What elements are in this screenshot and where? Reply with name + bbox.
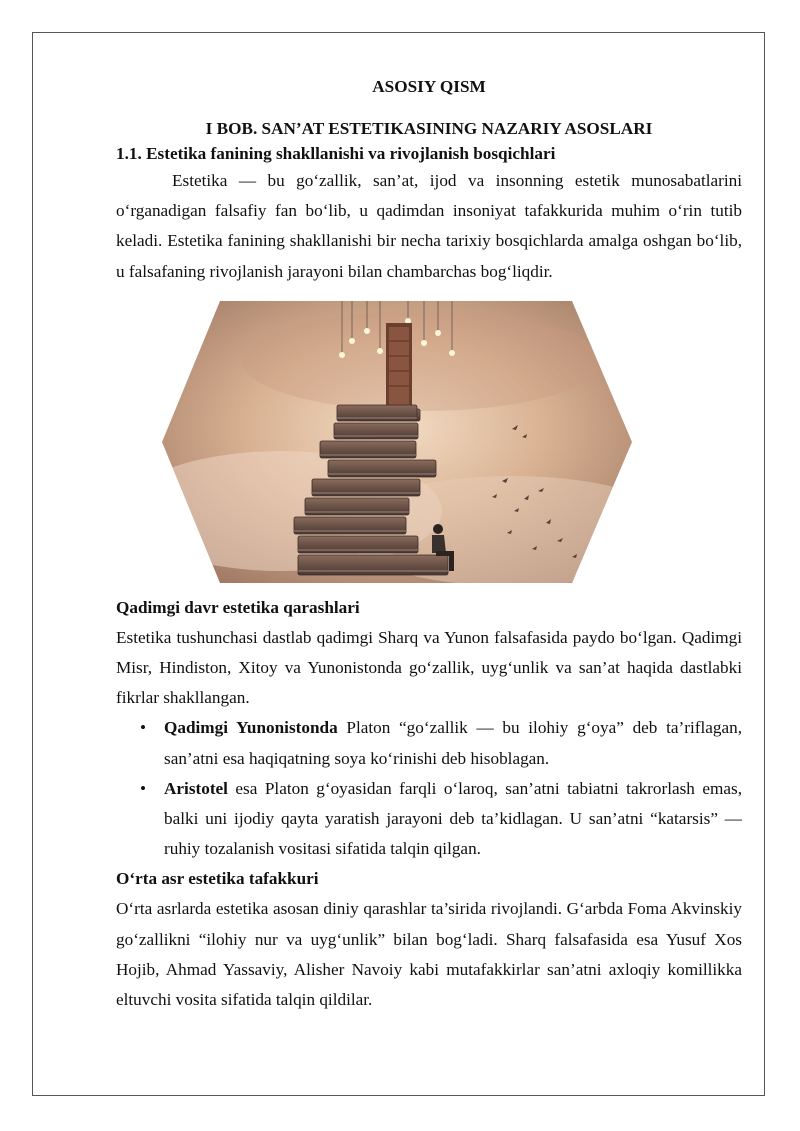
list-item (116, 774, 742, 865)
intro-paragraph: Estetika — bu go‘zallik, san’at, ijod va insonning estetik munosabatlarini o‘rganadigan falsafiy fan bo‘lib, u qadimdan insoniyat tafakkurida muhim o‘rin tutib keladi. Estetika fanining shakllanishi bir necha tarixiy bosqichlarda amalga oshgan bo‘lib, u falsafaning rivojlanish jarayoni bilan chambarchas bog‘liqdir. (116, 171, 742, 281)
figure (116, 301, 742, 583)
bullet-lead: Qadimgi Yunonistonda (164, 718, 338, 738)
bullet-lead: Aristotel (164, 778, 228, 798)
bullet-icon: • (140, 778, 147, 798)
list-item (116, 713, 742, 773)
ancient-heading: Qadimgi davr estetika qarashlari (116, 597, 360, 617)
medieval-heading: O‘rta asr estetika tafakkuri (116, 869, 319, 889)
bullet-icon: • (140, 718, 147, 738)
ancient-bullet-list (116, 713, 742, 864)
book-staircase-illustration-icon (162, 301, 632, 583)
main-title: ASOSIY QISM (372, 77, 486, 96)
chapter-title: I BOB. SAN’AT ESTETIKASINING NAZARIY ASOSLARI (205, 119, 653, 138)
ancient-paragraph: Estetika tushunchasi dastlab qadimgi Sharq va Yunon falsafasida paydo bo‘lgan. Qadimgi Misr, Hindiston, Xitoy va Yunonistonda go‘zallik, uyg‘unlik va san’at haqida dastlabki fikrlar shakllangan. (116, 627, 742, 708)
medieval-paragraph: O‘rta asrlarda estetika asosan diniy qarashlar ta’sirida rivojlandi. G‘arbda Foma Akvinskiy go‘zallikni “ilohiy nur va uyg‘unlik” bilan bog‘ladi. Sharq falsafasida esa Yusuf Xos Hojib, Ahmad Yassaviy, Alisher Navoiy kabi mutafakkirlar san’atni axloqiy komillikka eltuvchi vosita sifatida talqin qildilar. (116, 899, 742, 1010)
section-title: 1.1. Estetika fanining shakllanishi va rivojlanish bosqichlari (116, 144, 556, 163)
bullet-text: esa Platon g‘oyasidan farqli o‘laroq, san’atni tabiatni takrorlash emas, balki uni ijodiy qayta yaratish jarayoni deb ta’kidlagan. U san’atni “katarsis” — ruhiy tozalanish vositasi sifatida talqin qilgan. (164, 778, 742, 859)
document-body (116, 74, 742, 1015)
bullet-text: Platon “go‘zallik — bu ilohiy g‘oya” deb ta’riflagan, san’atni esa haqiqatning soya ko‘rinishi deb hisoblagan. (164, 718, 742, 768)
